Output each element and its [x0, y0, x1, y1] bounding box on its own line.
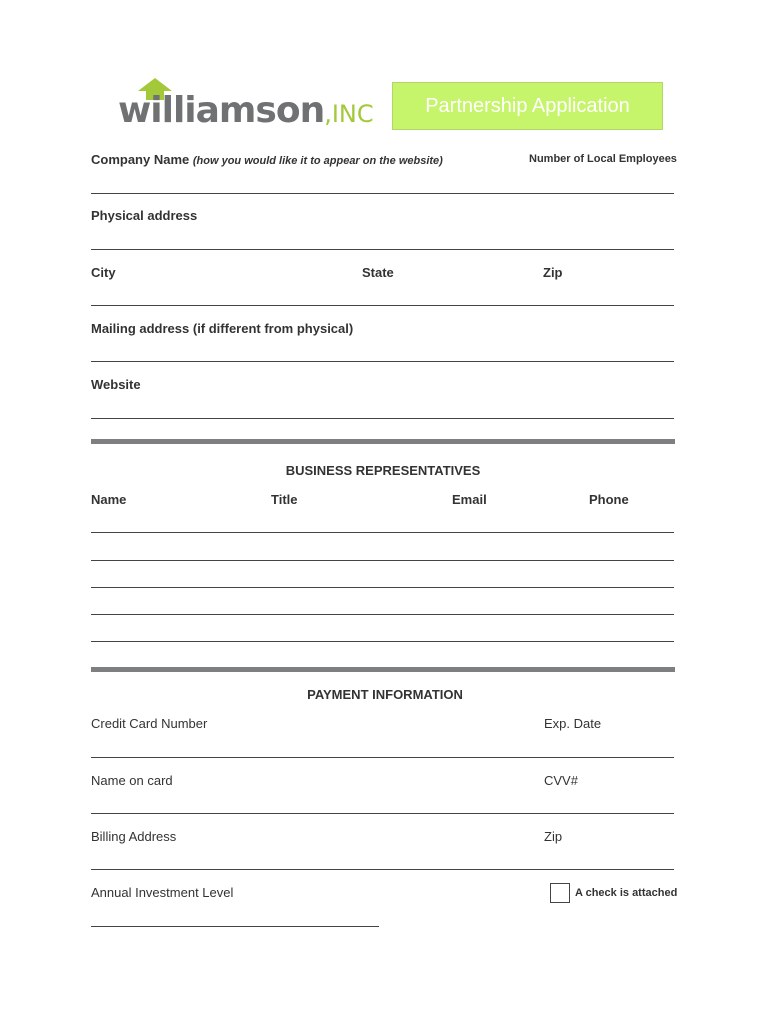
mailing-address-label: Mailing address (if different from physical) [91, 321, 354, 336]
logo-suffix: ,INC [324, 100, 374, 128]
rep-column-phone: Phone [589, 492, 629, 507]
title-banner: Partnership Application [392, 82, 663, 130]
exp-date-label: Exp. Date [544, 716, 602, 731]
check-attached-checkbox[interactable] [550, 883, 570, 903]
rep-row-line[interactable] [91, 641, 674, 642]
billing-address-field[interactable] [91, 869, 674, 870]
company-logo [118, 78, 374, 138]
website-label: Website [91, 377, 141, 392]
rep-row-line[interactable] [91, 587, 674, 588]
investment-level-field[interactable] [91, 926, 379, 927]
physical-address-field[interactable] [91, 249, 674, 250]
physical-address-label: Physical address [91, 208, 198, 223]
company-name-field[interactable] [91, 193, 674, 194]
name-on-card-field[interactable] [91, 813, 674, 814]
billing-zip-label: Zip [544, 829, 563, 844]
state-label: State [362, 265, 394, 280]
investment-level-label: Annual Investment Level [91, 885, 234, 900]
company-name-hint: (how you would like it to appear on the website) [192, 155, 443, 167]
logo-wordmark [118, 90, 374, 131]
rep-row-line[interactable] [91, 614, 674, 615]
logo-name: williamson [118, 90, 325, 131]
rep-row-line[interactable] [91, 532, 674, 533]
rep-column-email: Email [452, 492, 487, 507]
rep-column-title: Title [271, 492, 298, 507]
card-number-label: Credit Card Number [91, 716, 208, 731]
city-state-zip-field[interactable] [91, 305, 674, 306]
section-divider [91, 667, 675, 672]
rep-column-name: Name [91, 492, 127, 507]
representatives-heading: BUSINESS REPRESENTATIVES [285, 463, 481, 478]
company-name-text: Company Name [91, 152, 190, 167]
card-number-field[interactable] [91, 757, 674, 758]
employees-label: Number of Local Employees [529, 153, 677, 165]
cvv-label: CVV# [544, 773, 578, 788]
city-label: City [91, 265, 116, 280]
section-divider [91, 439, 675, 444]
billing-address-label: Billing Address [91, 829, 177, 844]
check-attached-label: A check is attached [575, 887, 678, 899]
rep-row-line[interactable] [91, 560, 674, 561]
payment-heading: PAYMENT INFORMATION [307, 687, 463, 702]
mailing-address-field[interactable] [91, 361, 674, 362]
company-name-label [91, 152, 443, 167]
website-field[interactable] [91, 418, 674, 419]
zip-label: Zip [543, 265, 563, 280]
name-on-card-label: Name on card [91, 773, 173, 788]
